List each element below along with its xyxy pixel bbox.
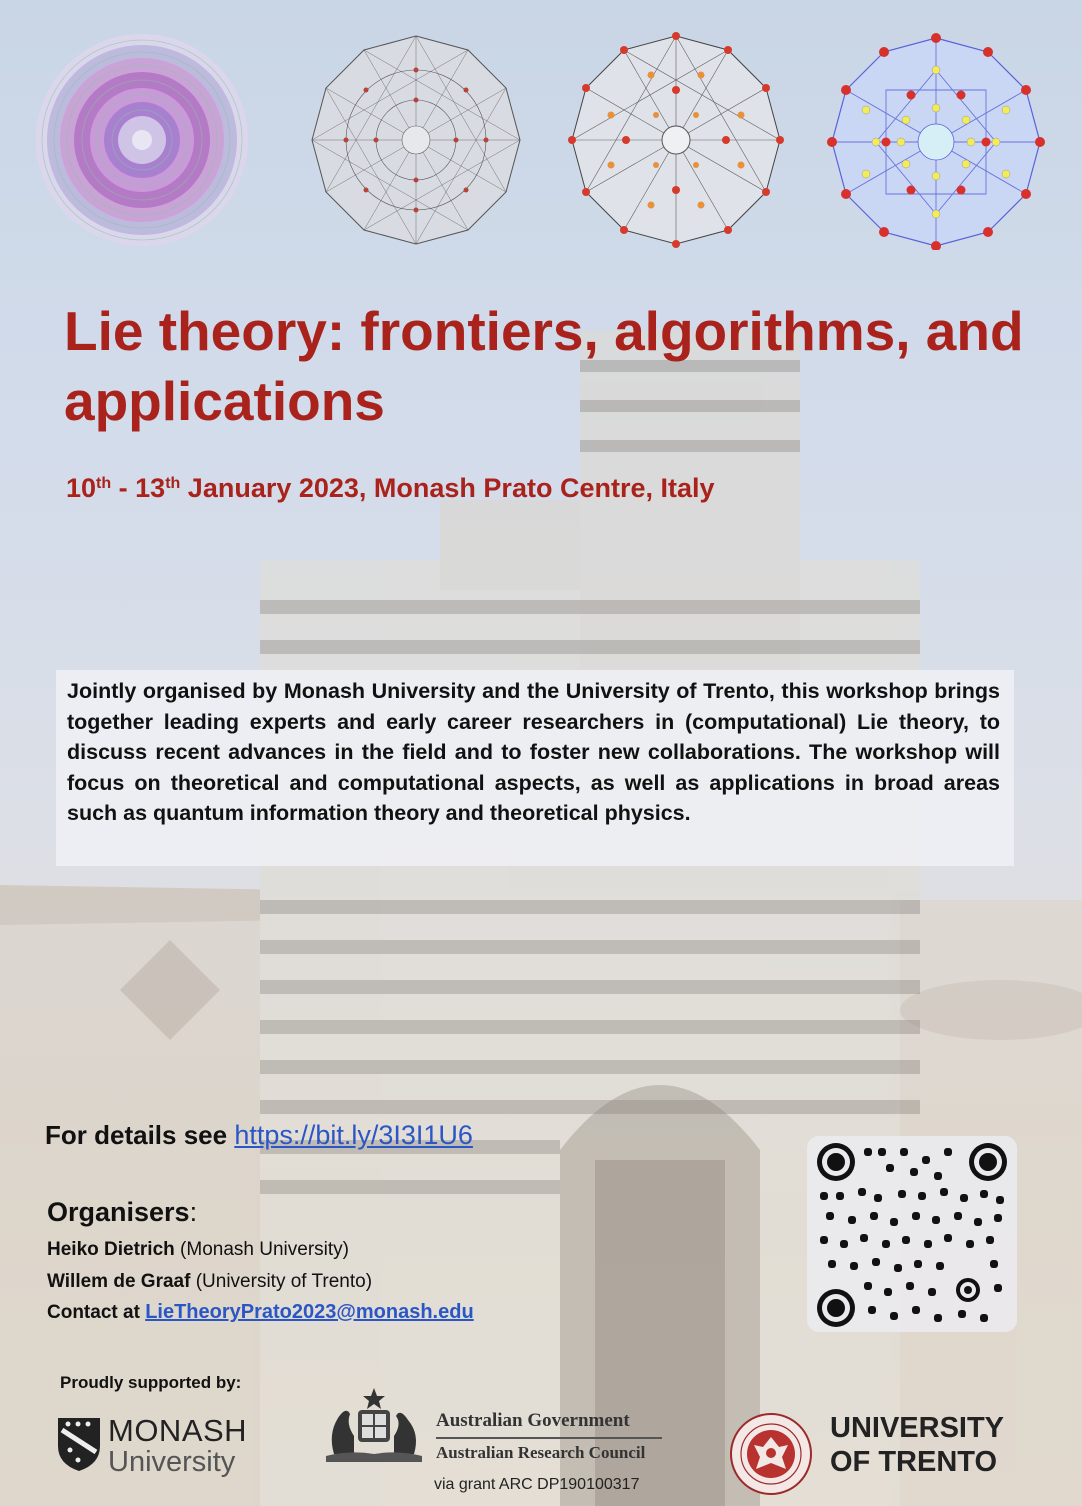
workshop-description: Jointly organised by Monash University and the University of Trento, this workshop brings together leading experts and early career researchers in (computational) Lie theory, to discuss recent advances in the field and to foster new collaborations. The workshop will focus on theoretical and computational aspects, as well as applications in broad areas such as quantum information theory and theoretical physics. <box>67 679 1000 825</box>
organisers-colon: : <box>189 1197 198 1227</box>
root-system-graph-icon <box>306 30 526 250</box>
monash-logo-name: MONASH <box>108 1413 248 1448</box>
root-system-graph-icon <box>566 30 786 250</box>
date-suffix: th <box>165 475 181 492</box>
organiser-entry <box>47 1271 372 1293</box>
qr-code-icon[interactable] <box>814 1142 1010 1328</box>
supported-by-label: Proudly supported by: <box>60 1373 242 1392</box>
contact-line <box>47 1301 474 1324</box>
date-venue: January 2023, Monash Prato Centre, Italy <box>180 473 715 503</box>
trento-logo-line2: OF TRENTO <box>830 1446 998 1478</box>
monash-crest-icon <box>56 1416 102 1472</box>
date-start: 10 <box>66 473 97 503</box>
date-end: - 13 <box>111 473 166 503</box>
root-system-graph-icon <box>826 30 1046 250</box>
australian-coat-of-arms-icon <box>320 1384 428 1468</box>
australian-government-label: Australian Government <box>436 1410 630 1431</box>
organisers-heading-text: Organisers <box>47 1197 190 1227</box>
trento-seal-icon <box>730 1413 812 1495</box>
arc-label: Australian Research Council <box>436 1443 646 1462</box>
grant-label: via grant ARC DP190100317 <box>434 1476 640 1493</box>
monash-logo-sub: University <box>108 1446 236 1478</box>
details-link[interactable]: https://bit.ly/3I3I1U6 <box>234 1120 473 1150</box>
trento-logo-line1: UNIVERSITY <box>830 1412 1005 1444</box>
organiser-name: Willem de Graaf <box>47 1271 191 1292</box>
date-suffix: th <box>96 475 112 492</box>
organiser-affiliation: (Monash University) <box>174 1239 349 1260</box>
organisers-heading <box>47 1197 197 1228</box>
details-line <box>45 1120 473 1151</box>
organiser-name: Heiko Dietrich <box>47 1239 175 1260</box>
root-system-graph-icon <box>32 30 252 250</box>
gov-divider <box>436 1437 662 1439</box>
contact-label: Contact at <box>47 1302 146 1323</box>
organiser-entry <box>47 1239 349 1261</box>
organiser-affiliation: (University of Trento) <box>190 1271 373 1292</box>
contact-email-link[interactable]: LieTheoryPrato2023@monash.edu <box>145 1301 474 1323</box>
details-label: For details see <box>45 1120 235 1150</box>
event-date-location <box>66 466 715 506</box>
poster-title: Lie theory: frontiers, algorithms, and applications <box>64 300 1024 432</box>
